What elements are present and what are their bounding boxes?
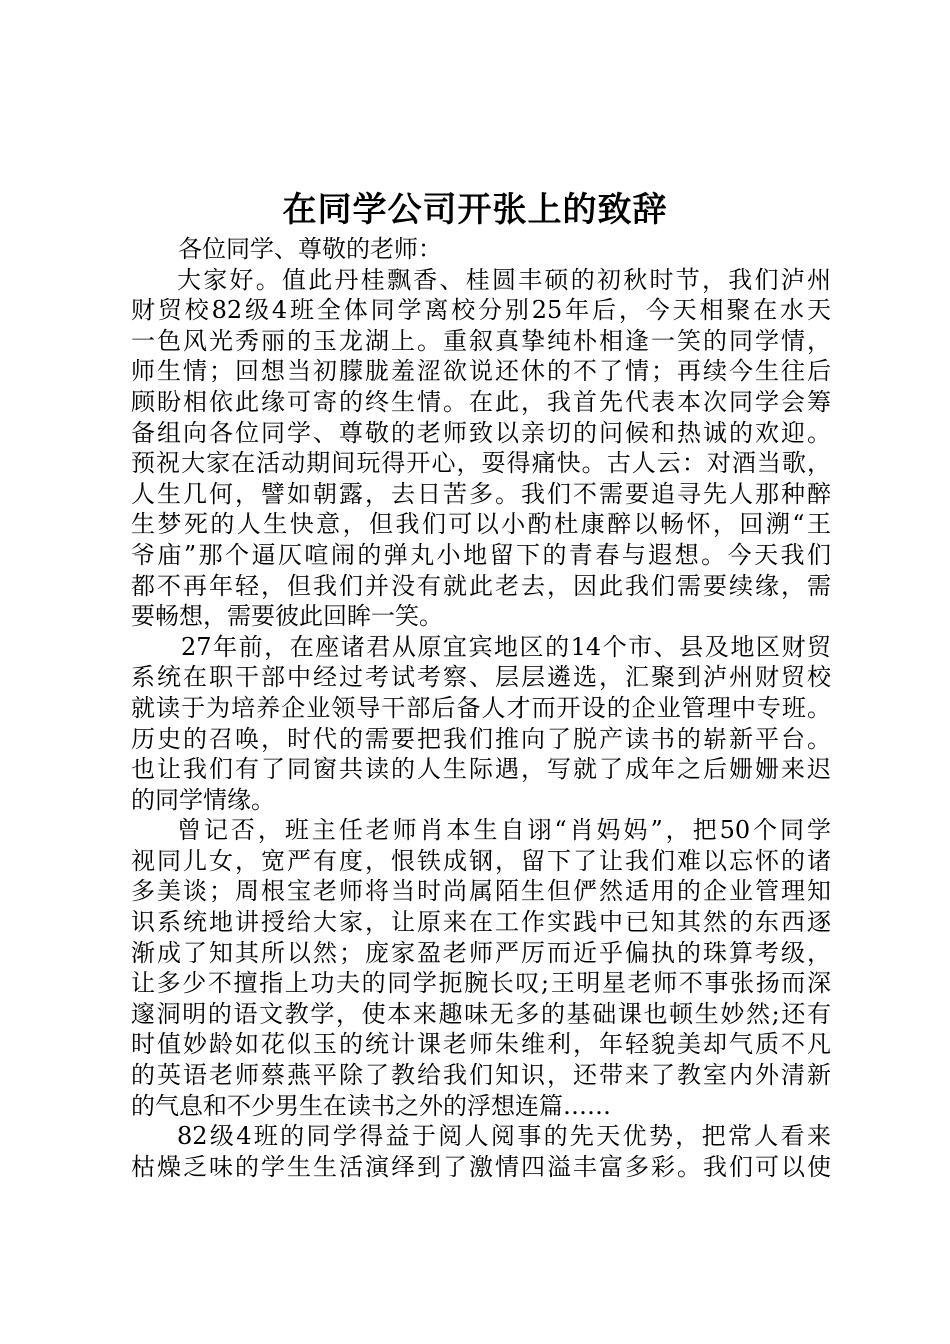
paragraph-4 [131,1121,831,1182]
paragraph-1 [131,265,831,632]
text-line: 就读于为培养企业领导干部后备人才而开设的企业管理中专班。 [131,693,831,722]
text-line: 的同学情缘。 [131,785,275,814]
text-line: 曾记否，班主任老师肖本生自诩“肖妈妈”，把50个同学 [177,816,831,845]
text-line: 顾盼相依此缘可寄的终生情。在此，我首先代表本次同学会筹 [131,387,831,416]
text-line: 预祝大家在活动期间玩得开心，耍得痛快。古人云：对酒当歌， [131,449,831,478]
text-line: 都不再年轻，但我们并没有就此老去，因此我们需要续缘，需 [131,571,831,600]
text-line: 历史的召唤，时代的需要把我们推向了脱产读书的崭新平台。 [131,724,831,753]
text-line: 识系统地讲授给大家，让原来在工作实践中已知其然的东西逐 [131,908,831,937]
text-line: 人生几何，譬如朝露，去日苦多。我们不需要追寻先人那种醉 [131,479,831,508]
text-line: 视同儿女，宽严有度，恨铁成钢，留下了让我们难以忘怀的诸 [131,846,831,875]
text-line: 让多少不擅指上功夫的同学扼腕长叹;王明星老师不事张扬而深 [131,969,831,998]
text-line: 要畅想，需要彼此回眸一笑。 [131,602,443,631]
text-line: 的气息和不少男生在读书之外的浮想连篇…… [131,1091,611,1120]
document-body [131,234,831,1182]
text-line: 也让我们有了同窗共读的人生际遇，写就了成年之后姗姗来迟 [131,755,831,784]
text-line: 生梦死的人生快意，但我们可以小酌杜康醉以畅怀，回溯“王 [131,510,831,539]
text-line: 备组向各位同学、尊敬的老师致以亲切的问候和热诚的欢迎。 [131,418,831,447]
text-line: 财贸校82级4班全体同学离校分别25年后，今天相聚在水天 [131,296,831,325]
text-line: 渐成了知其所以然；庞家盈老师严厉而近乎偏执的珠算考级， [131,938,831,967]
paragraph-2 [131,632,831,816]
text-line: 枯燥乏味的学生生活演绎到了激情四溢丰富多彩。我们可以使 [131,1152,831,1181]
text-line: 系统在职干部中经过考试考察、层层遴选，汇聚到泸州财贸校 [131,663,831,692]
text-line: 82级4班的同学得益于阅人阅事的先天优势，把常人看来 [177,1122,831,1151]
text-line: 大家好。值此丹桂飘香、桂圆丰硕的初秋时节，我们泸州 [177,265,831,294]
text-line: 的英语老师蔡燕平除了教给我们知识，还带来了教室内外清新 [131,1061,831,1090]
text-line: 一色风光秀丽的玉龙湖上。重叙真挚纯朴相逢一笑的同学情， [131,326,831,355]
paragraph-3 [131,815,831,1121]
salutation: 各位同学、尊敬的老师： [178,235,442,263]
text-line: 时值妙龄如花似玉的统计课老师朱维利，年轻貌美却气质不凡 [131,1030,831,1059]
text-line: 师生情；回想当初朦胧羞涩欲说还休的不了情；再续今生往后 [131,357,831,386]
document-title: 在同学公司开张上的致辞 [282,190,668,230]
text-line: 27年前，在座诸君从原宜宾地区的14个市、县及地区财贸 [181,632,831,661]
text-line: 邃洞明的语文教学，使本来趣味无多的基础课也顿生妙然;还有 [131,999,831,1028]
text-line: 爷庙”那个逼仄喧闹的弹丸小地留下的青春与遐想。今天我们 [131,540,831,569]
text-line: 多美谈；周根宝老师将当时尚属陌生但俨然适用的企业管理知 [131,877,831,906]
